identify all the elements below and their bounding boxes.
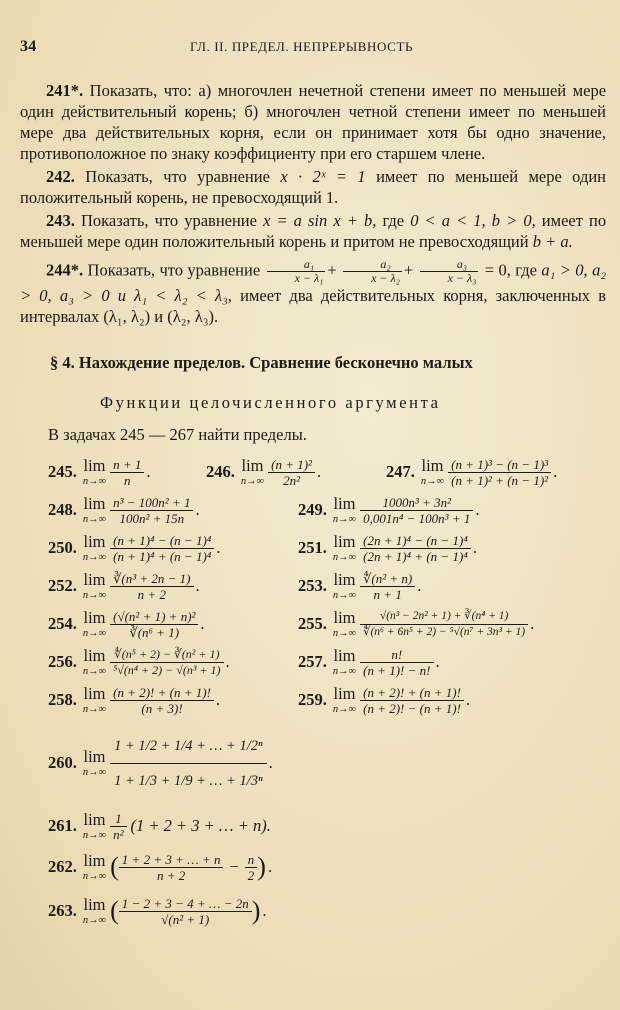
problem-text: Показать, что уравнение (85, 167, 270, 186)
problem-246: 246. lim n→∞ (n + 1)² 2n² . (206, 455, 322, 488)
equation: x = a sin x + b, (263, 211, 377, 230)
problem-248: 248. lim n→∞ n³ − 100n² + 1 100n² + 15n . (48, 493, 200, 526)
problem-row (48, 605, 606, 643)
problem-text: где (382, 211, 405, 230)
problem-row (48, 719, 606, 807)
equation: x · 2ˣ = 1 (280, 167, 366, 186)
problem-249: 249. lim n→∞ 1000n³ + 3n² 0,001n⁴ − 100n³ + 1 . (298, 493, 480, 526)
problem-row (48, 643, 606, 681)
problem-number: 242. (46, 167, 75, 186)
subsection-heading: Функции целочисленного аргумента (100, 393, 441, 412)
problem-243 (20, 210, 606, 252)
fraction: $\frac{\text{a₂}}{\text{x − λ₂}}$ (343, 258, 402, 285)
problem-row (48, 845, 606, 889)
page-header (20, 38, 606, 56)
problem-row (48, 807, 606, 845)
problem-260: 260. lim n→∞ 1 + 1/2 + 1/4 + … + 1/2ⁿ 1 + 1/3 + 1/9 + … + 1/3ⁿ . (48, 729, 273, 798)
problem-row (48, 889, 606, 933)
equation-tail: = 0, (484, 260, 511, 280)
problem-263: 263. lim n→∞ ( 1 − 2 + 3 − 4 + … − 2n √(n² + 1) ) . (48, 894, 267, 927)
problem-text: Показать, что уравнение (87, 260, 261, 280)
condition: 0 < a < 1, b > 0, (410, 211, 536, 230)
problem-number: 244*. (46, 260, 84, 280)
problem-259: 259. lim n→∞ (n + 2)! + (n + 1)! (n + 2)! − (n + 1)! . (298, 683, 471, 716)
conditions: a₁ > 0, a₂ > 0, a₃ > 0 и λ₁ < λ₂ < λ₃, (20, 260, 607, 305)
problem-257: 257. lim n→∞ n! (n + 1)! − n! . (298, 645, 440, 678)
problem-text: имеет по меньшей мере один положительный корень и притом не превосходящий (20, 211, 607, 251)
problem-251: 251. lim n→∞ (2n + 1)⁴ − (n − 1)⁴ (2n + 1)⁴ + (n − 1)⁴ . (298, 531, 477, 564)
problem-number: 241*. (46, 81, 84, 100)
problem-number: 243. (46, 211, 75, 230)
fraction: $\frac{\text{a₁}}{\text{x − λ₁}}$ (267, 258, 326, 285)
bound: b + a. (532, 232, 573, 251)
problem-255: 255. lim n→∞ √(n³ − 2n² + 1) + ∛(n⁴ + 1) ∜(n⁶ + 6n⁵ + 2) − ⁵√(n⁷ + 3n³ + 1) . (298, 607, 535, 639)
problem-text: Показать, что: а) многочлен нечетной степени имеет по меньшей мере один действительный корень; б) многочлен четной степени имеет по меньшей мере два действительных корня, если он принимает хотя бы одно значение, противоположное по знаку коэффициенту при его старшем члене. (20, 81, 607, 163)
problem-241 (20, 80, 606, 164)
problem-250: 250. lim n→∞ (n + 1)⁴ − (n − 1)⁴ (n + 1)⁴ + (n − 1)⁴ . (48, 531, 221, 564)
problem-text: имеет по меньшей мере один положительный корень, не превосходящий 1. (20, 167, 607, 207)
problem-258: 258. lim n→∞ (n + 2)! + (n + 1)! (n + 3)! . (48, 683, 221, 716)
problem-row (48, 529, 606, 567)
problem-252: 252. lim n→∞ ∛(n³ + 2n − 1) n + 2 . (48, 569, 200, 602)
running-title: ГЛ. II. ПРЕДЕЛ. НЕПРЕРЫВНОСТЬ (190, 39, 414, 54)
problem-261: 261. lim n→∞ 1 n² (1 + 2 + 3 + … + n). (48, 809, 271, 842)
intro-text: В задачах 245 — 267 найти пределы. (48, 425, 307, 444)
problem-262: 262. lim n→∞ ( 1 + 2 + 3 + … + n n + 2 − $\frac{n}{2}$ ) . (48, 850, 273, 883)
problem-row (48, 491, 606, 529)
problem-row (48, 567, 606, 605)
problem-256: 256. lim n→∞ ∜(n⁵ + 2) − ∛(n² + 1) ⁵√(n⁴ + 2) − √(n³ + 1) . (48, 645, 230, 677)
problem-row (48, 681, 606, 719)
problem-text: Показать, что уравнение (80, 211, 257, 230)
section-heading: § 4. Нахождение пределов. Сравнение бесконечно малых (50, 353, 473, 372)
problem-244: 244*. Показать, что уравнение $\frac{\text{a₁}}{\text{x − λ₁}}$ + $\frac{\text{a₂}}{\text{x − λ₂}}$ + $\frac{\text{a₃}}{\text{x − λ₃}}$ = 0, где a₁ > 0, a₂ > 0, a₃ > 0 и λ₁ < λ₂ < λ₃, имеет два действительных корня, заключенных в интервалах (λ₁, λ₂) и (λ₂, λ₃). (20, 257, 607, 326)
problem-247: 247. lim n→∞ (n + 1)³ − (n − 1)³ (n + 1)² + (n − 1)² . (386, 455, 558, 488)
problem-254: 254. lim n→∞ (√(n² + 1) + n)² ∛(n⁶ + 1) . (48, 607, 205, 640)
problem-text: имеет два действительных корня, заключенных в интервалах (λ₁, λ₂) и (λ₂, λ₃). (20, 286, 607, 326)
problem-242 (20, 166, 606, 208)
problem-text: где (515, 260, 537, 280)
fraction: $\frac{\text{a₃}}{\text{x − λ₃}}$ (420, 258, 479, 285)
problem-245: 245. lim n→∞ n + 1 n . (48, 455, 151, 488)
page-number: 34 (20, 38, 37, 55)
problem-row (48, 453, 606, 491)
problem-253: 253. lim n→∞ ∜(n² + n) n + 1 . (298, 569, 422, 602)
